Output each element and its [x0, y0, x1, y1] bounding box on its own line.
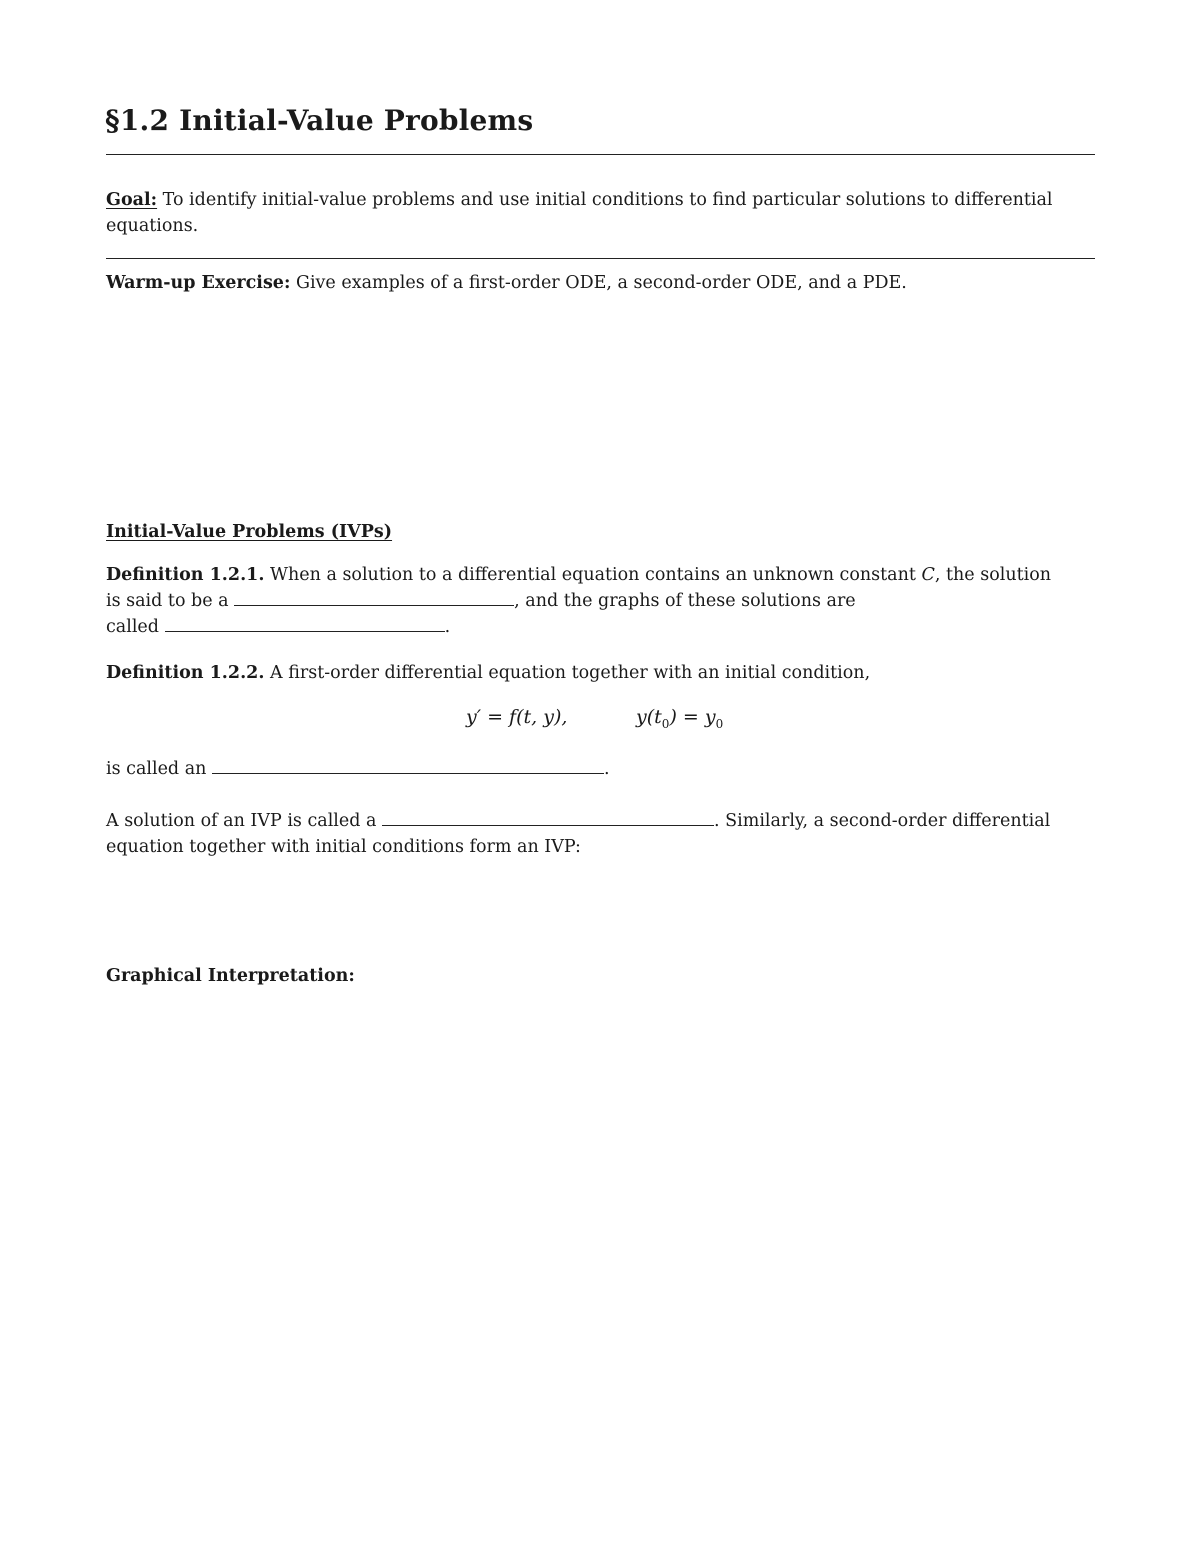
warmup-paragraph [106, 270, 1096, 296]
solution-a: A solution of an IVP is called a [106, 811, 383, 831]
def2-after-b: . [603, 759, 610, 779]
def1-line3 [106, 614, 1096, 640]
blank-solution-curves[interactable] [165, 615, 445, 632]
def1-constant: C [921, 565, 935, 585]
equation-initial-condition [636, 706, 723, 731]
eq-ic-sub: 0 [661, 716, 670, 731]
ivp-heading: Initial-Value Problems (IVPs) [106, 522, 393, 542]
warmup-label: Warm-up Exercise: [106, 273, 291, 293]
def1-line2 [106, 588, 1096, 614]
goal-divider [106, 258, 1095, 259]
def2-label: Definition 1.2.2. [106, 663, 265, 683]
def1-text-a: When a solution to a differential equation contains an unknown constant [264, 565, 922, 585]
blank-general-solution[interactable] [234, 589, 514, 606]
def2-after-a: is called an [106, 759, 212, 779]
solution-line1 [106, 808, 1096, 834]
def1-line3-b: . [444, 617, 451, 637]
solution-line2: equation together with initial conditions form an IVP: [106, 837, 581, 857]
def1-line1 [106, 562, 1096, 588]
page-title: §1.2 Initial-Value Problems [105, 104, 534, 137]
solution-b: . Similarly, a second-order differential [714, 811, 1051, 831]
goal-paragraph [106, 187, 1096, 239]
def1-line2-b: , and the graphs of these solutions are [514, 591, 856, 611]
eq-ic-a: y(t [636, 706, 662, 728]
blank-solution-of-ivp[interactable] [382, 809, 714, 826]
warmup-text: Give examples of a first-order ODE, a second-order ODE, and a PDE. [290, 273, 907, 293]
eq-ic-b: ) = y [669, 706, 716, 728]
definition-1-2-2 [106, 660, 1096, 686]
def2-text: A first-order differential equation together with an initial condition, [264, 663, 871, 683]
blank-initial-value-problem[interactable] [212, 757, 604, 774]
equation-ode: y′ = f(t, y), [466, 706, 568, 728]
top-divider [106, 154, 1095, 155]
goal-text: To identify initial-value problems and use initial conditions to find particular solutions to differential equations. [106, 190, 1053, 236]
goal-label: Goal: [106, 190, 158, 210]
def1-text-b: , the solution [934, 565, 1052, 585]
def1-label: Definition 1.2.1. [106, 565, 265, 585]
def1-line3-a: called [106, 617, 165, 637]
solution-paragraph [106, 808, 1096, 860]
graphical-heading: Graphical Interpretation: [106, 966, 355, 986]
def2-after [106, 756, 1096, 782]
def1-line2-a: is said to be a [106, 591, 235, 611]
definition-1-2-1 [106, 562, 1096, 640]
eq-ic-sub2: 0 [715, 716, 724, 731]
